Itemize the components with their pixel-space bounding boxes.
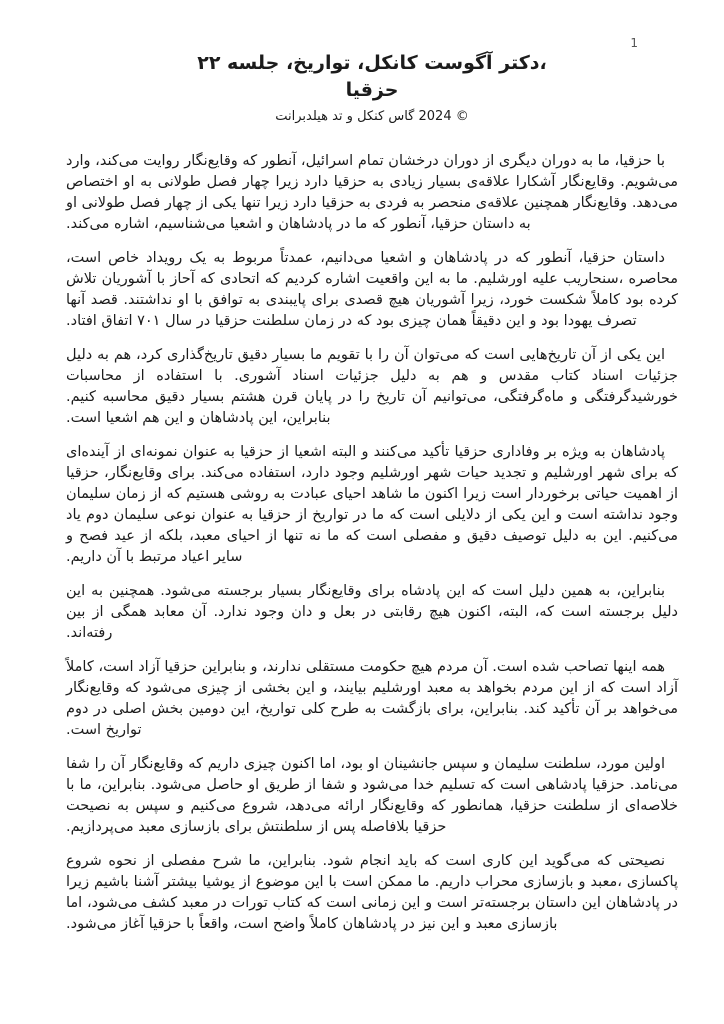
document-title-line-2: حزقیا	[345, 78, 399, 101]
body-paragraph-6: همه اینها تصاحب شده است. آن مردم هیچ حکومت مستقلی ندارند، و بنابراین حزقیا آزاد است، کاملاً آزاد است که از این مردم بخواهد به معبد اورشلیم بیایند، و این بخشی از چیزی می‌شود که وقایع‌نگار می‌خواهد بر آن تأکید کند. بنابراین، برای بازگشت به طرح کلی تواریخ، این دومین بخش اصلی در دوم تواریخ است.	[66, 658, 678, 738]
page-number: 1	[630, 36, 638, 50]
body-paragraph-5: بنابراین، به همین دلیل است که این پادشاه برای وقایع‌نگار بسیار برجسته می‌شود. همچنین به این دلیل برجسته است که، البته، اکنون هیچ رقابتی در بعل و دان وجود ندارد. آن معابد همگی از بین رفته‌اند.	[66, 582, 678, 641]
copyright-line: © 2024 گاس کنکل و تد هیلدبرانت	[275, 108, 469, 124]
body-paragraph-2: داستان حزقیا، آنطور که در پادشاهان و اشعیا می‌دانیم، عمدتاً مربوط به یک رویداد خاص است، محاصره ،سنحاریب علیه اورشلیم. ما به این واقعیت اشاره کردیم که اتحادی که آحاز با آشوریان تلاش کرده بود کاملاً شکست خورد، زیرا آشوریان هیچ قصدی برای پایبندی به توافق با او نداشتند. قصد آنها تصرف یهودا بود و این دقیقاً همان چیزی بود که در زمان سلطنت حزقیا در سال ۷۰۱ اتفاق افتاد.	[66, 249, 678, 329]
document-title-line-1: ،دکتر آگوست کانکل، تواریخ، جلسه ۲۲	[197, 52, 547, 74]
body-paragraph-7: اولین مورد، سلطنت سلیمان و سپس جانشینان او بود، اما اکنون چیزی داریم که وقایع‌نگار آن را شفا می‌نامد. حزقیا پادشاهی است که تسلیم خدا می‌شود و شفا از طریق او حاصل می‌شود. بنابراین، ما با خلاصه‌ای از سلطنت حزقیا، همانطور که وقایع‌نگار ارائه می‌دهد، شروع می‌کنیم و سپس به نصیحت حزقیا بلافاصله پس از سلطنتش برای بازسازی معبد می‌پردازیم.	[66, 755, 678, 835]
body-paragraph-8: نصیحتی که می‌گوید این کاری است که باید انجام شود. بنابراین، ما شرح مفصلی از نحوه شروع پاکسازی ،معبد و بازسازی محراب داریم. ما ممکن است با این موضوع از یوشیا بیشتر آشنا باشیم زیرا در پادشاهان این داستان برجسته‌تر است و این زمانی است که کتاب تورات در معبد کشف می‌شود، اما بازسازی معبد و این نیز در پادشاهان کاملاً واضح است، واقعاً با حزقیا آغاز می‌شود.	[66, 852, 678, 932]
document-body	[0, 151, 724, 935]
body-paragraph-1: با حزقیا، ما به دوران دیگری از دوران درخشان تمام اسرائیل، آنطور که وقایع‌نگار روایت می‌کند، وارد می‌شویم. وقایع‌نگار آشکارا علاقه‌ی بسیار زیادی به حزقیا دارد زیرا چهار فصل طولانی به او اختصاص می‌دهد. وقایع‌نگار همچنین علاقه‌ی منحصر به فردی به حزقیا دارد زیرا تنها یکی از چهار فصل طولانی او به داستان حزقیا، آنطور که ما در پادشاهان و اشعیا می‌شناسیم، اشاره می‌کند.	[66, 152, 678, 232]
body-paragraph-4: پادشاهان به ویژه بر وفاداری حزقیا تأکید می‌کنند و البته اشعیا از حزقیا به عنوان نمونه‌ای از آینده‌ای که برای شهر اورشلیم و تجدید حیات شهر اورشلیم وجود دارد، استفاده می‌کند. برای وقایع‌نگار، حزقیا از اهمیت حیاتی برخوردار است زیرا اکنون ما شاهد احیای عبادت به روشی هستیم که از زمان سلیمان وجود نداشته است و این یکی از دلایلی است که ما در تواریخ از حزقیا به عنوان نوعی سلیمان دوم یاد می‌کنیم. این به دلیل توصیف دقیق و مفصلی است که ما نه تنها از احیای معبد، بلکه از عید فصح و سایر اعیاد مرتبط با آن داریم.	[66, 443, 678, 565]
document-header	[0, 50, 724, 124]
body-paragraph-3: این یکی از آن تاریخ‌هایی است که می‌توان آن را با تقویم ما بسیار دقیق تاریخ‌گذاری کرد، هم به دلیل جزئیات اسناد کتاب مقدس و هم به دلیل جزئیات اسناد آشوری. با استفاده از محاسبات خورشیدگرفتگی و ماه‌گرفتگی، می‌توانیم آن تاریخ را در پایان قرن هشتم بسیار دقیق محاسبه کنیم. بنابراین، این پادشاهان و این هم اشعیا است.	[66, 346, 678, 426]
